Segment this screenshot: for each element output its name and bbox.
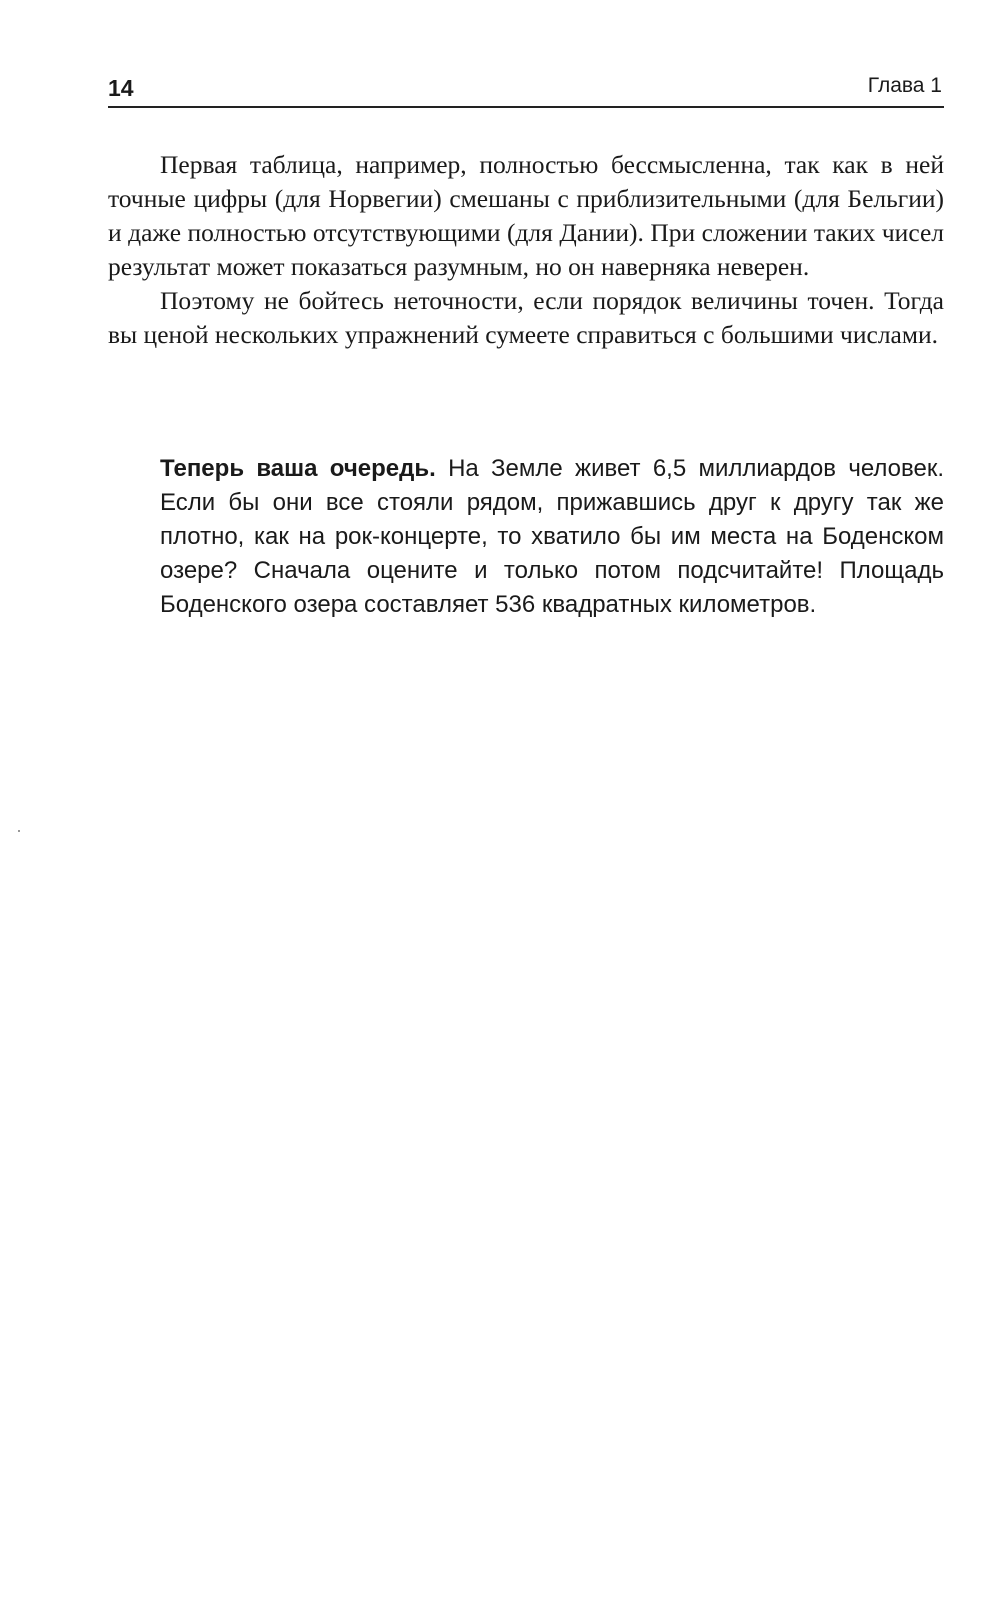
exercise-text: На Земле живет 6,5 миллиардов человек. Если бы они все стояли рядом, прижавшись друг к другу так же плотно, как на рок-концерте, то хватило бы им места на Боденском озере? Сначала оцените и только потом подсчитайте! Площадь Боденского озера составляет 536 квадратных километров.: [160, 455, 944, 618]
running-head: Глава 1: [867, 74, 942, 97]
exercise-lead: Теперь ваша очередь.: [160, 455, 436, 482]
paragraph: Поэтому не бойтесь неточности, если порядок величины точен. Тогда вы ценой нескольких упражнений сумеете справиться с большими числами.: [108, 286, 944, 349]
exercise-box: [160, 452, 944, 622]
paragraph: Первая таблица, например, полностью бессмысленна, так как в ней точные цифры (для Норвегии) смешаны с приблизительными (для Бельгии) и даже полностью отсутствующими (для Дании). При сложении таких чисел результат может показаться разумным, но он наверняка неверен.: [108, 150, 944, 281]
page-header: [108, 70, 944, 108]
page-number: 14: [108, 75, 134, 101]
scan-speck: [18, 830, 20, 832]
body-text: [108, 148, 944, 352]
